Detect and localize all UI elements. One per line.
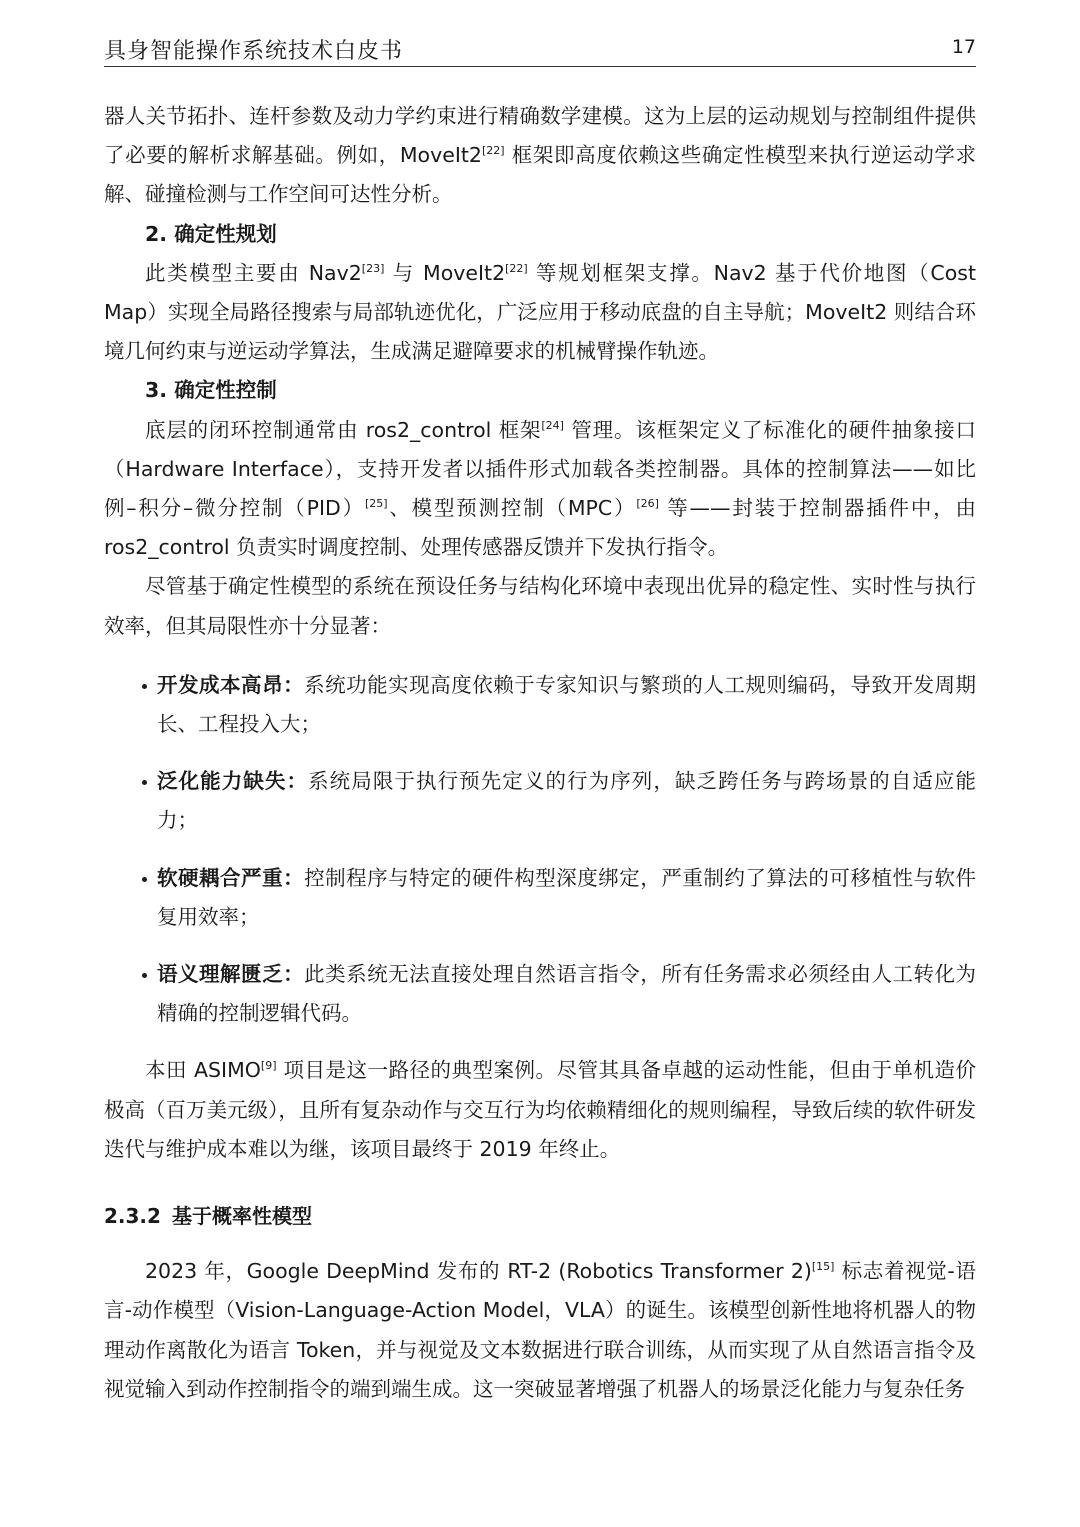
citation-ref: [26] bbox=[636, 497, 659, 511]
paragraph-control bbox=[104, 411, 976, 568]
list-item-text: 控制程序与特定的硬件构型深度绑定，严重制约了算法的可移植性与软件复用效率； bbox=[157, 865, 976, 929]
list-item-text: 系统局限于执行预先定义的行为序列，缺乏跨任务与跨场景的自适应能力； bbox=[157, 769, 977, 833]
text-run: 、模型预测控制（MPC） bbox=[387, 496, 637, 521]
text-run: 2023 年，Google DeepMind 发布的 RT-2 (Robotics Transformer 2) bbox=[145, 1259, 812, 1284]
paragraph-planning bbox=[104, 254, 976, 372]
list-item bbox=[104, 762, 976, 840]
text-run: 标志着视觉-语言-动作模型（Vision-Language-Action Model，VLA）的诞生。该模型创新性地将机器人的物理动作离散化为语言 Token，并与视觉及文本数据进行联合训练，从而实现了从自然语言指令及视觉输入到动作控制指令的端到端生成。这一突破显著增强了机器人的场景泛化能力与复杂任务 bbox=[104, 1259, 976, 1401]
text-run: 管理。该框架定义了标准化的硬件抽象接口（Hardware Interface），支持开发者以插件形式加载各类控制器。具体的控制算法——如比例–积分–微分控制（PID） bbox=[104, 417, 977, 521]
list-item-text: 此类系统无法直接处理自然语言指令，所有任务需求必须经由人工转化为精确的控制逻辑代码。 bbox=[157, 962, 976, 1026]
paragraph-modeling bbox=[104, 97, 976, 215]
document-title: 具身智能操作系统技术白皮书 bbox=[104, 39, 404, 64]
page-number: 17 bbox=[951, 36, 976, 58]
list-item-text: 系统功能实现高度依赖于专家知识与繁琐的人工规则编码，导致开发周期长、工程投入大； bbox=[157, 672, 976, 737]
list-item-term: 泛化能力缺失： bbox=[157, 769, 309, 794]
text-run: 等规划框架支撑。Nav2 基于代价地图（Cost Map）实现全局路径搜索与局部轨迹优化，广泛应用于移动底盘的自主导航；MoveIt2 则结合环境几何约束与逆运动学算法，生成满足避障要求的机械臂操作轨迹。 bbox=[104, 260, 976, 364]
list-item-term: 开发成本高昂： bbox=[157, 672, 305, 697]
paragraph-asimo bbox=[104, 1051, 976, 1169]
text-run: 底层的闭环控制通常由 ros2_control 框架 bbox=[145, 417, 542, 442]
paragraph-limitations-intro: 尽管基于确定性模型的系统在预设任务与结构化环境中表现出优异的稳定性、实时性与执行效率，但其局限性亦十分显著： bbox=[104, 574, 976, 638]
text-run: 与 MoveIt2 bbox=[384, 260, 506, 285]
page-header bbox=[104, 32, 976, 67]
text-run: 框架即高度依赖这些确定性模型来执行逆运动学求解、碰撞检测与工作空间可达性分析。 bbox=[104, 143, 976, 207]
citation-ref: [9] bbox=[260, 1059, 277, 1073]
citation-ref: [22] bbox=[481, 144, 505, 158]
section-title: 基于概率性模型 bbox=[172, 1204, 312, 1229]
list-item bbox=[104, 955, 976, 1033]
subheading-planning: 2. 确定性规划 bbox=[145, 221, 277, 246]
body-text bbox=[104, 97, 976, 1409]
text-run: 项目是这一路径的典型案例。尽管其具备卓越的运动性能，但由于单机造价极高（百万美元级），且所有复杂动作与交互行为均依赖精细化的规则编程，导致后续的软件研发迭代与维护成本难以为继，该项目最终于 2019 年终止。 bbox=[104, 1058, 977, 1161]
citation-ref: [25] bbox=[364, 497, 388, 511]
text-run: 器人关节拓扑、连杆参数及动力学约束进行精确数学建模。这为上层的运动规划与控制组件提供了必要的解析求解基础。例如，MoveIt2 bbox=[104, 104, 976, 168]
citation-ref: [23] bbox=[361, 261, 385, 275]
list-item bbox=[104, 859, 976, 937]
text-run: 等——封装于控制器插件中，由 ros2_control 负责实时调度控制、处理传感器反馈并下发执行指令。 bbox=[104, 496, 976, 560]
text-run: 本田 ASIMO bbox=[145, 1058, 261, 1083]
subheading-control: 3. 确定性控制 bbox=[145, 378, 277, 403]
list-item bbox=[104, 666, 976, 744]
text-run: 此类模型主要由 Nav2 bbox=[145, 260, 362, 285]
list-item-term: 软硬耦合严重： bbox=[157, 865, 305, 890]
citation-ref: [24] bbox=[541, 418, 564, 432]
list-item-term: 语义理解匮乏： bbox=[157, 962, 305, 987]
citation-ref: [22] bbox=[505, 261, 528, 275]
limitations-list bbox=[104, 666, 976, 1034]
citation-ref: [15] bbox=[811, 1260, 835, 1274]
section-number: 2.3.2 bbox=[104, 1204, 161, 1229]
section-heading bbox=[104, 1197, 976, 1236]
paragraph-rt2 bbox=[104, 1252, 976, 1409]
